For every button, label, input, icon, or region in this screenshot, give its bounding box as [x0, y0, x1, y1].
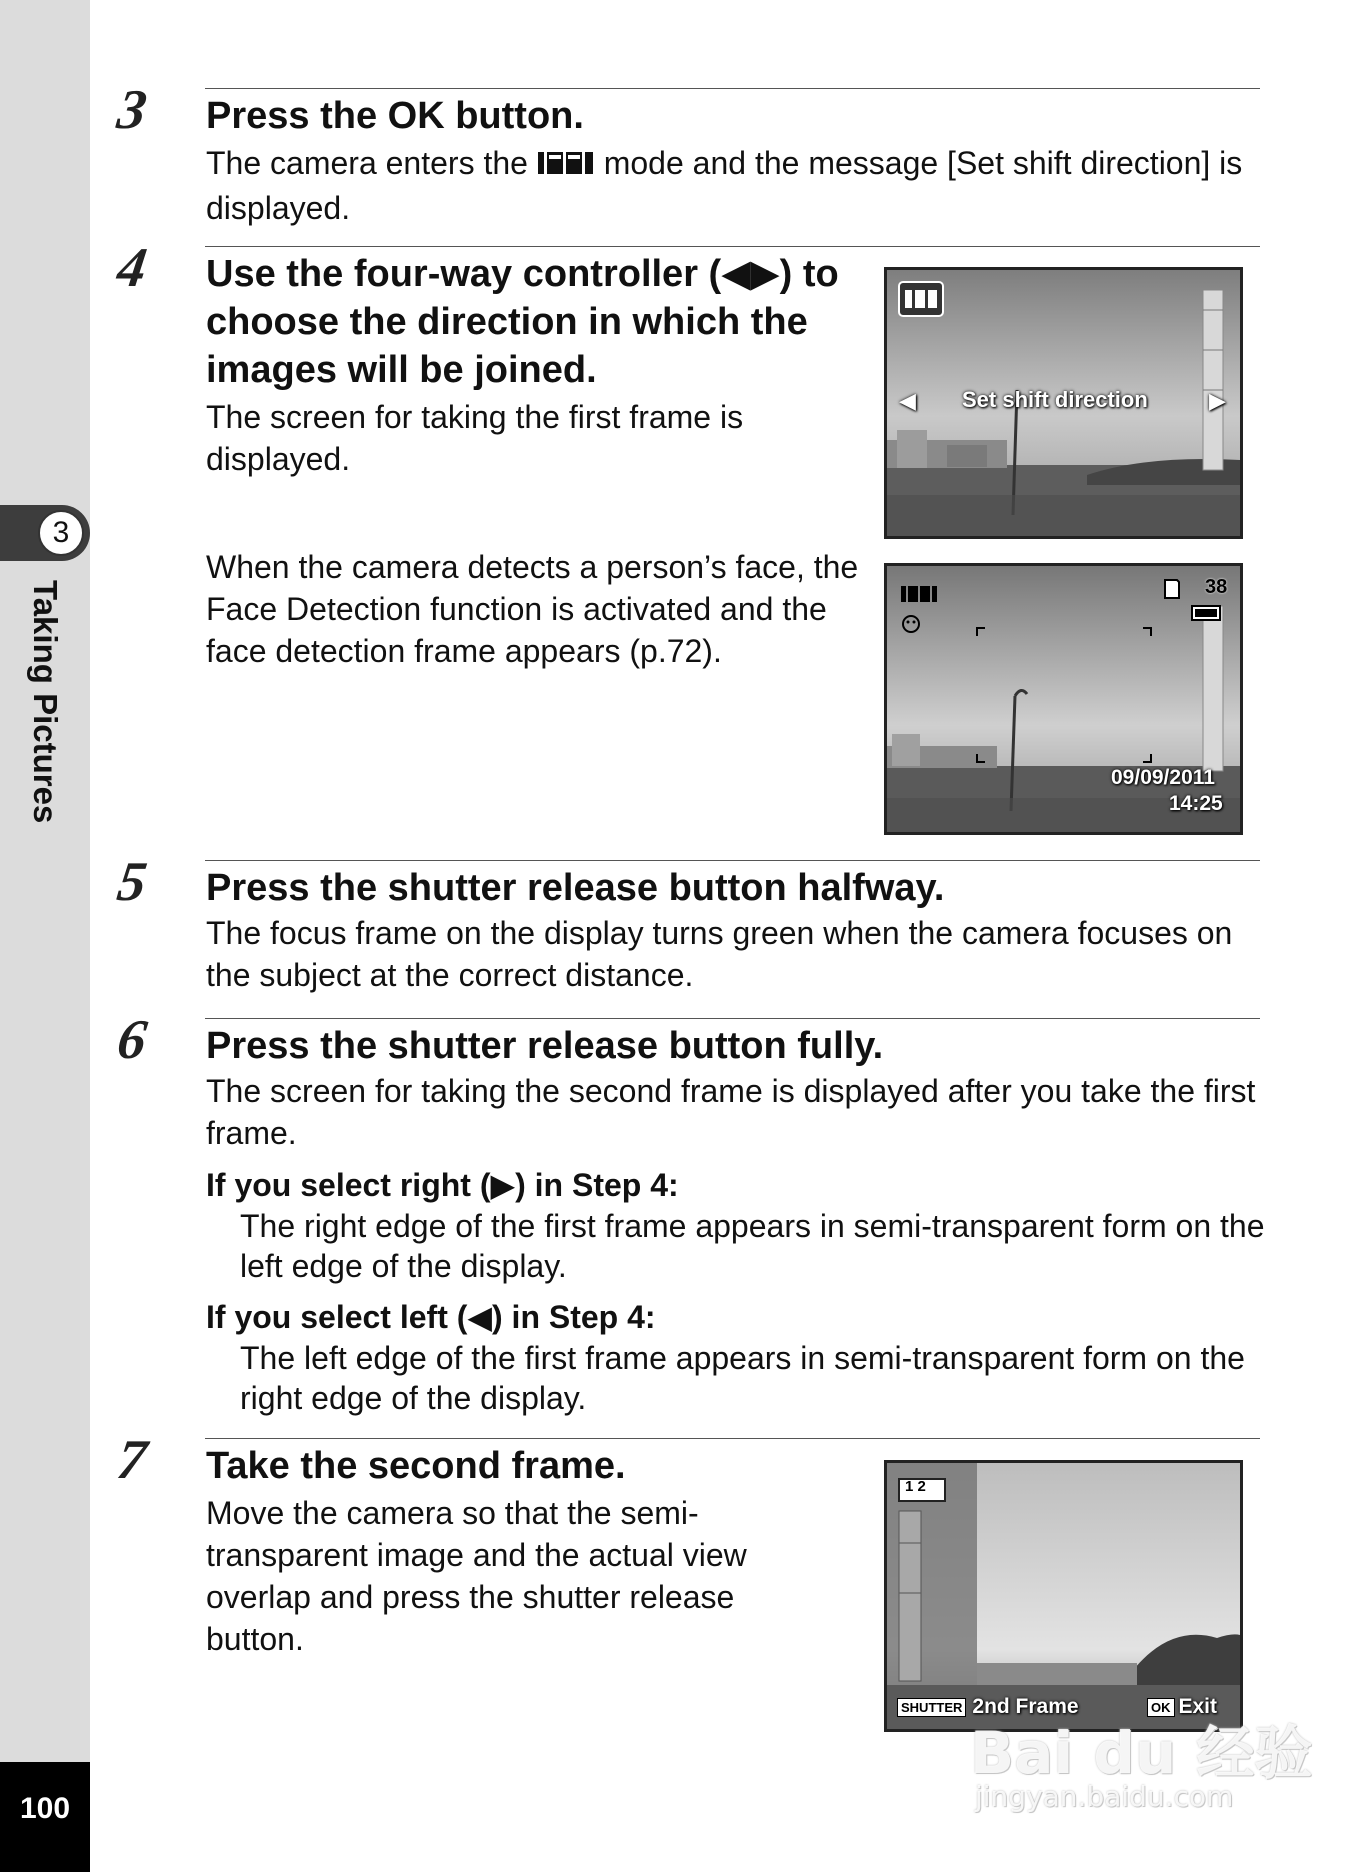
step-heading: Press the shutter release button halfway.	[206, 867, 945, 909]
step-body	[206, 142, 1256, 229]
date-stamp: 09/09/2011	[1111, 766, 1215, 789]
step-body: The screen for taking the first frame is displayed.	[206, 399, 744, 477]
shift-direction-message: Set shift direction	[962, 387, 1148, 412]
divider	[205, 860, 1260, 861]
step-number: 6	[113, 1009, 151, 1071]
shots-remaining: 38	[1205, 576, 1228, 598]
divider	[205, 1018, 1260, 1019]
left-arrow-icon: ◀	[899, 388, 916, 413]
step-body: Move the camera so that the semi-transparent image and the actual view overlap and press the shutter release button.	[206, 1495, 747, 1657]
shift-direction-screen	[884, 267, 1243, 539]
step-heading: Use the four-way controller (◀▶) to choose the direction in which the images will be joined.	[206, 253, 839, 391]
case-right-text: The right edge of the first frame appears in semi-transparent form on the left edge of the display.	[240, 1208, 1265, 1284]
chapter-title: Taking Pictures	[27, 580, 64, 824]
watermark-logo: Bai du 经验	[970, 1719, 1313, 1787]
step-number: 5	[113, 851, 151, 913]
step-body-post: mode and the message [Set shift direction] is displayed.	[206, 145, 1243, 226]
divider	[205, 246, 1260, 247]
chapter-number: 3	[38, 510, 84, 556]
case-right-title: If you select right (▶) in Step 4:	[206, 1167, 679, 1203]
watermark-url: jingyan.baidu.com	[975, 1780, 1234, 1813]
case-left-title: If you select left (◀) in Step 4:	[206, 1299, 656, 1335]
divider	[205, 1438, 1260, 1439]
page-number: 100	[0, 1762, 90, 1872]
exit-label: Exit	[1178, 1695, 1218, 1718]
divider	[205, 88, 1260, 89]
right-arrow-icon: ▶	[1209, 388, 1226, 413]
case-left-text: The left edge of the first frame appears in semi-transparent form on the right edge of the display.	[240, 1340, 1245, 1416]
step-number: 4	[113, 237, 151, 299]
step-heading: Press the shutter release button fully.	[206, 1025, 884, 1067]
panorama-mode-icon	[537, 145, 595, 187]
frame-label: 2nd Frame	[972, 1695, 1079, 1718]
face-detection-note: When the camera detects a person’s face, the Face Detection function is activated and the face detection frame appears (p.72).	[206, 549, 859, 669]
ok-key-label: OK	[1147, 1698, 1175, 1717]
step-body-pre: The camera enters the	[206, 145, 528, 181]
shutter-key-label: SHUTTER	[897, 1698, 966, 1717]
time-stamp: 14:25	[1169, 792, 1223, 815]
step-number: 7	[113, 1429, 151, 1491]
step-body: The screen for taking the second frame is displayed after you take the first frame.	[206, 1073, 1256, 1151]
frame-indicator: 1 2	[905, 1478, 926, 1495]
step-number: 3	[113, 79, 151, 141]
side-margin	[0, 0, 90, 1872]
first-frame-screen	[884, 563, 1243, 835]
step-heading: Press the OK button.	[206, 95, 584, 137]
step-body: The focus frame on the display turns green when the camera focuses on the subject at the correct distance.	[206, 915, 1233, 993]
second-frame-screen	[884, 1460, 1243, 1732]
scene-image	[887, 1463, 1240, 1729]
step-heading: Take the second frame.	[206, 1445, 626, 1487]
